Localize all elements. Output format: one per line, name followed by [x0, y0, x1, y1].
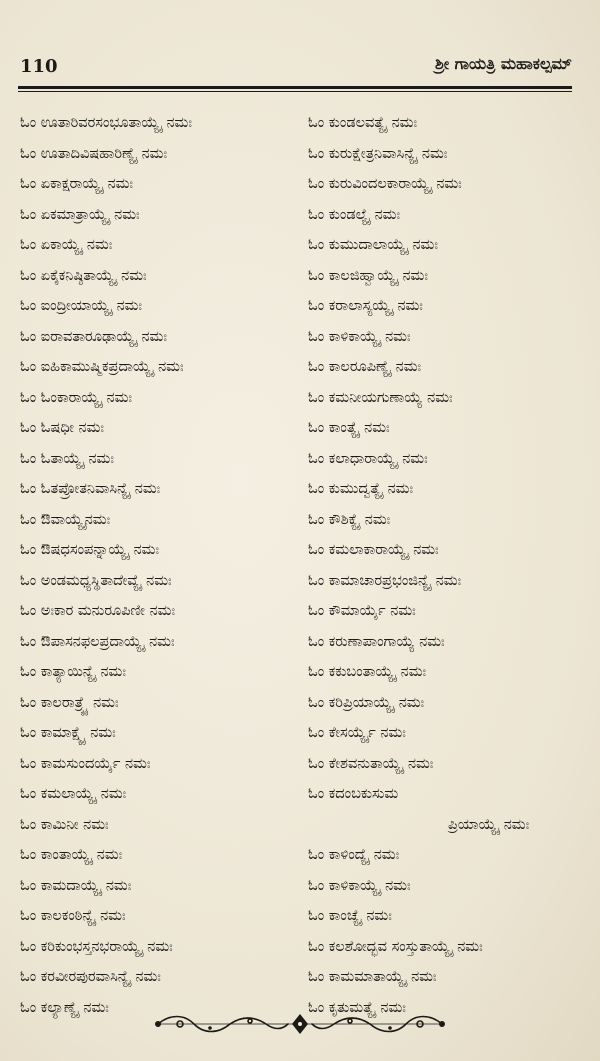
mantra-line: ಓಂ ಕಾಂತಾಯ್ಯೈ ನಮಃ — [20, 847, 123, 863]
mantra-line: ಓಂ ಕಾಲರೂಪಿಣ್ಯೈ ನಮಃ — [308, 359, 422, 375]
mantra-line: ಓಂ ಕಾಂಚ್ಯೈ ನಮಃ — [308, 908, 392, 924]
mantra-line: ಓಂ ಕಕುಬಂತಾಯ್ಯೈ ನಮಃ — [308, 664, 427, 680]
mantra-line: ಓಂ ಅಃಕಾರ ಮನುರೂಪಿಣೀ ನಮಃ — [20, 603, 176, 619]
mantra-line: ಓಂ ಕಾಲಕಂಠಿನ್ಯೈ ನಮಃ — [20, 908, 126, 924]
mantra-line: ಓಂ ಕುರುವಿಂದಲಕಾರಾಯ್ಯೈ ನಮಃ — [308, 176, 462, 192]
mantra-line: ಓಂ ಕಾಮಾಕ್ಷ್ಯೈ ನಮಃ — [20, 725, 116, 741]
mantra-line: ಓಂ ಏಕಮಾತ್ರಾಯ್ಯೈ ನಮಃ — [20, 206, 140, 223]
right-column-list — [308, 108, 578, 1023]
mantra-line: ಓಂ ಐಹಿಕಾಮುಷ್ಮಿಕಪ್ರದಾಯ್ಯೈ ನಮಃ — [20, 359, 184, 375]
left-column-list — [20, 108, 300, 1023]
mantra-line: ಓಂ ಕಲಶೋದ್ಭವ ಸಂಸ್ತುತಾಯ್ಯೈ ನಮಃ — [308, 938, 483, 955]
mantra-line: ಓಂ ಕಾಳಿಕಾಯ್ಯೈ ನಮಃ — [308, 877, 411, 894]
mantra-line: ಓಂ ಕರುಣಾಪಾಂಗಾಯ್ಯೆ ನಮಃ — [308, 633, 445, 650]
header-rule-thick — [18, 86, 572, 89]
mantra-line: ಓಂ ಕುರುಕ್ಷೇತ್ರನಿವಾಸಿನ್ಯೈ ನಮಃ — [308, 145, 448, 162]
mantra-line: ಓಂ ಕಮಲಾಯ್ಯೈ ನಮಃ — [20, 786, 127, 802]
mantra-line: ಓಂ ಓಂಕಾರಾಯ್ಯೈ ನಮಃ — [20, 389, 132, 406]
mantra-line: ಓಂ ಐಂದ್ರೀಯಾಯ್ಯೈ ನಮಃ — [20, 298, 143, 314]
mantra-line: ಓಂ ಕಮನೀಯಗುಣಾಯ್ಯೆ ನಮಃ — [308, 389, 453, 406]
decorative-scroll-ornament-icon — [150, 1012, 450, 1036]
mantra-line: ಓಂ ಕೇಸರ್ಯ್ಯೈ ನಮಃ — [308, 725, 406, 741]
mantra-line: ಓಂ ಕರವೀರಪುರವಾಸಿನ್ಯೈ ನಮಃ — [20, 969, 161, 985]
mantra-line: ಓಂ ಕುಮುದ್ವತ್ಯೈ ನಮಃ — [308, 481, 414, 497]
mantra-line-continuation: ಪ್ರಿಯಾಯ್ಯೈ ನಮಃ — [448, 816, 530, 833]
mantra-line: ಓಂ ಓತಾಯ್ಯೈ ನಮಃ — [20, 450, 114, 467]
mantra-line: ಓಂ ಕಾಮಸುಂದರ್ಯೈ ನಮಃ — [20, 755, 151, 772]
mantra-line: ಓಂ ಕರಿಕುಂಭಸ್ತನಭರಾಯ್ಯೈ ನಮಃ — [20, 938, 173, 955]
mantra-line: ಓಂ ಕಾಮಿನೀ ನಮಃ — [20, 816, 109, 833]
mantra-line: ಓಂ ಔವಾಯ್ಯೈನಮಃ — [20, 511, 111, 528]
mantra-line: ಓಂ ಕಾಲರಾತ್ರ್ಯೈ ನಮಃ — [20, 694, 119, 711]
mantra-line: ಓಂ ಔಷಧಸಂಪನ್ನಾಯ್ಯೈ ನಮಃ — [20, 542, 160, 558]
running-title: ಶ್ರೀ ಗಾಯತ್ರಿ ಮಹಾಕಲ್ಪಮ್ — [435, 54, 572, 73]
page-number: 110 — [20, 56, 58, 77]
header-rule-thin — [18, 91, 572, 92]
mantra-line: ಓಂ ಏಕಾಕ್ಷರಾಯ್ಯೈ ನಮಃ — [20, 176, 134, 192]
mantra-line: ಓಂ ಕದಂಬಕುಸುಮ — [308, 786, 399, 802]
mantra-line: ಓಂ ಕುಂಡಲವತ್ಯೈ ನಮಃ — [308, 115, 418, 131]
mantra-line: ಓಂ ಕೌಶಿಕ್ಯೈ ನಮಃ — [308, 511, 391, 528]
mantra-line: ಓಂ ಕುಂಡಲ್ಯೈ ನಮಃ — [308, 206, 401, 223]
mantra-line: ಓಂ ಕಮಲಾಕಾರಾಯ್ಯೈ ನಮಃ — [308, 542, 439, 558]
mantra-line: ಓಂ ಏಕೈಕನಿಷ್ಠಿತಾಯ್ಯೈ ನಮಃ — [20, 267, 147, 284]
mantra-line: ಓಂ ಕಾಳಿಕಾಯ್ಯೈ ನಮಃ — [308, 328, 411, 345]
mantra-line: ಓಂ ಕಾಮಾಚಾರಪ್ರಭಂಜಿನ್ಯೈ ನಮಃ — [308, 572, 462, 589]
mantra-line: ಓಂ ಊತಾದಿವಿಷಹಾರಿಣ್ಯೈ ನಮಃ — [20, 145, 168, 162]
mantra-line: ಓಂ ಕಾಲಜಿಹ್ವಾಯ್ಯೈ ನಮಃ — [308, 267, 428, 284]
mantra-line: ಓಂ ಓಷಧೀ ನಮಃ — [20, 420, 104, 436]
mantra-line: ಓಂ ಏಕಾಯ್ಯೈ ನಮಃ — [20, 237, 113, 253]
mantra-line: ಓಂ ಕಲಾಧಾರಾಯ್ಯೈ ನಮಃ — [308, 450, 428, 467]
page-header — [18, 52, 572, 82]
mantra-line: ಓಂ ಔಪಾಸನಫಲಪ್ರದಾಯ್ಯೈ ನಮಃ — [20, 633, 175, 650]
mantra-line: ಓಂ ಕಲ್ಯಾಣ್ಯೈ ನಮಃ — [20, 999, 109, 1016]
mantra-line: ಓಂ ಐರಾವತಾರೂಢಾಯ್ಯೈ ನಮಃ — [20, 328, 167, 345]
mantra-line: ಓಂ ಊತಾರಿವರಸಂಭೂತಾಯ್ಯೈ ನಮಃ — [20, 115, 192, 131]
mantra-line: ಓಂ ಅಂಡಮಧ್ಯಸ್ಥಿತಾದೇವ್ಯೈ ನಮಃ — [20, 572, 172, 589]
mantra-line: ಓಂ ಕರಿಪ್ರಿಯಾಯ್ಯೈ ನಮಃ — [308, 694, 425, 711]
mantra-line: ಓಂ ಕಾಳಿಂದ್ಯೈ ನಮಃ — [308, 847, 400, 863]
mantra-line: ಓಂ ಕಾಂತ್ಯೈ ನಮಃ — [308, 420, 390, 436]
mantra-line: ಓಂ ಕಾಮದಾಯ್ಯೈ ನಮಃ — [20, 877, 132, 894]
mantra-line: ಓಂ ಕರಾಲಾಸ್ಯಯ್ಯೈ ನಮಃ — [308, 298, 423, 314]
mantra-line: ಓಂ ಓತಪ್ರೋತನಿವಾಸಿನ್ಯೈ ನಮಃ — [20, 481, 161, 497]
mantra-line: ಓಂ ಕೇಶವನುತಾಯ್ಯೈ ನಮಃ — [308, 755, 434, 772]
mantra-line: ಓಂ ಕಾತ್ಯಾಯಿನ್ಯೈ ನಮಃ — [20, 664, 126, 680]
mantra-line: ಓಂ ಕುಮುದಾಲಾಯ್ಯೈ ನಮಃ — [308, 237, 438, 253]
mantra-line: ಓಂ ಕೃತುಮತ್ಯೈ ನಮಃ — [308, 999, 406, 1016]
mantra-line: ಓಂ ಕೌಮಾರ್ಯೈ ನಮಃ — [308, 603, 416, 619]
mantra-line: ಓಂ ಕಾಮಮಾತಾಯ್ಯೈ ನಮಃ — [308, 969, 437, 985]
